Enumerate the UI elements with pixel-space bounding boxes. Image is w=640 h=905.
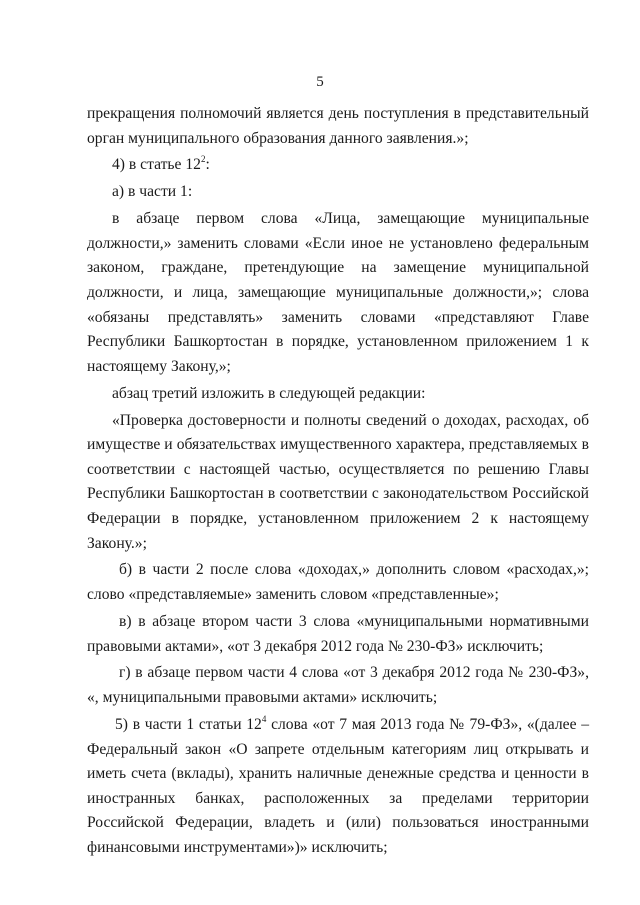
paragraph-quote: «Проверка достоверности и полноты сведений о доходах, расходах, об имуществе и обязательствах имущественного характера, представляемых в соответствии с настоящей частью, осуществляется по решению Главы Республики Башкортостан в соответствии с законодательством Российской Федерации в порядке, установленном приложением 2 к настоящему Закону.»;: [87, 411, 589, 552]
paragraph-subitem-b: б) в части 2 после слова «доходах,» дополнить словом «расходах,»; слово «представляемые» заменить словом «представленные»;: [87, 561, 589, 604]
item-5-suffix: слова «от 7 мая 2013 года № 79-ФЗ», «(далее – Федеральный закон «О запрете отдельным категориям лиц открывать и иметь счета (вклады), хранить наличные денежные средства и ценности в иностранных банках, расположенных за пределами территории Российской Федерации, владеть и (или) пользоваться иностранными финансовыми инструментами»)» исключить;: [87, 715, 589, 856]
item-4-suffix: :: [205, 156, 210, 174]
paragraph-item-4: [87, 153, 589, 178]
paragraph-subitem-g: г) в абзаце первом части 4 слова «от 3 декабря 2012 года № 230-ФЗ», «, муниципальными правовыми актами» исключить;: [87, 664, 589, 707]
item-4-superscript: 2: [200, 154, 206, 165]
paragraph-subitem-v: в) в абзаце втором части 3 слова «муниципальными нормативными правовыми актами», «от 3 декабря 2012 года № 230-ФЗ» исключить;: [87, 612, 589, 655]
item-5-text: 5) в части 1 статьи 12: [115, 715, 262, 733]
item-5-superscript: 4: [261, 713, 267, 724]
paragraph-third-abzac: абзац третий изложить в следующей редакции:: [112, 384, 426, 402]
page-number: 5: [316, 74, 324, 90]
paragraph-first-abzac: в абзаце первом слова «Лица, замещающие муниципальные должности,» заменить словами «Если иное не установлено федеральным законом, граждане, претендующие на замещение муниципальной должности, и лица, замещающие муниципальные должности,»; слова «обязаны представлять» заменить словами «представляют Главе Республики Башкортостан в порядке, установленном приложением 1 к настоящему Закону,»;: [87, 210, 589, 375]
paragraph-continuation: прекращения полномочий является день поступления в представительный орган муниципального образования данного заявления.»;: [87, 105, 589, 147]
document-body: [87, 102, 589, 863]
paragraph-subitem-a: а) в части 1:: [112, 183, 193, 201]
item-4-text: 4) в статье 12: [112, 156, 201, 174]
paragraph-item-5: [87, 713, 589, 861]
